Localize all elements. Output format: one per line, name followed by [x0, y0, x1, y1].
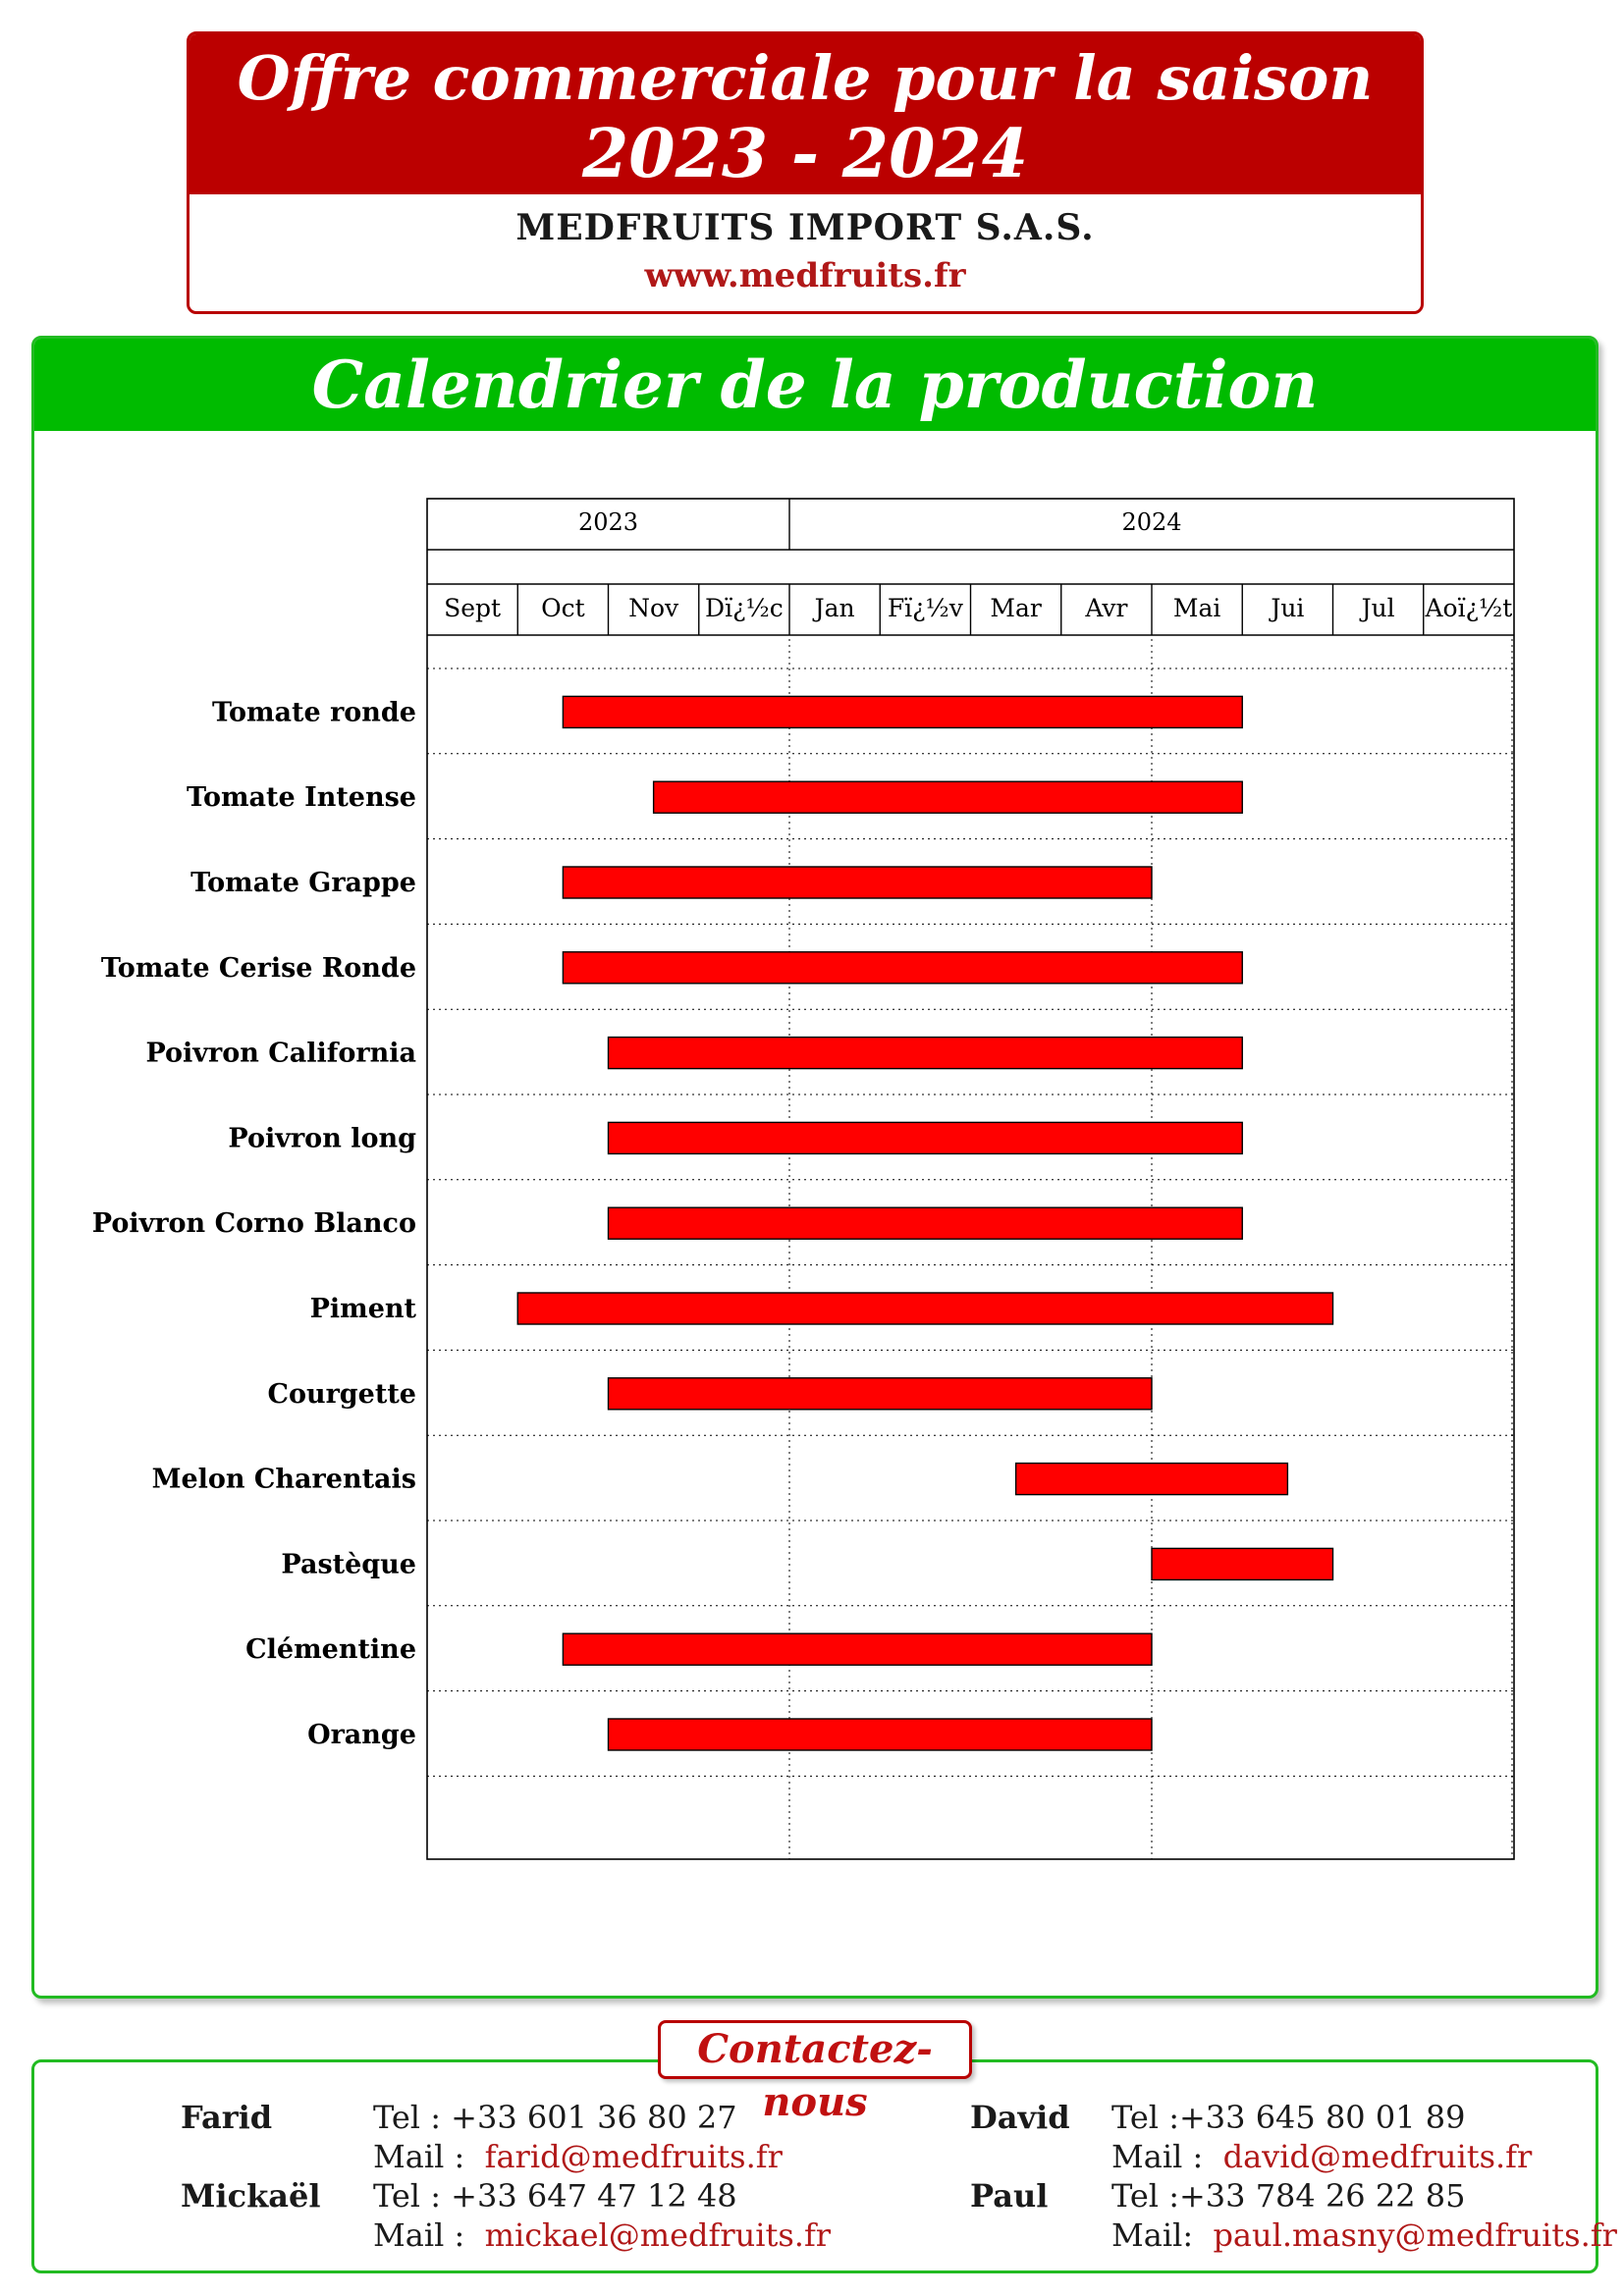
task-bar: [1016, 1464, 1288, 1495]
task-label: Tomate Grappe: [190, 868, 416, 898]
month-label: Jan: [814, 594, 855, 622]
task-bar: [517, 1293, 1332, 1324]
contact-mail-mickael: [373, 2216, 831, 2254]
month-label: Jul: [1361, 594, 1395, 622]
mail-label: Mail:: [1111, 2216, 1194, 2254]
task-label: Tomate Intense: [186, 782, 416, 814]
mail-link[interactable]: david@medfruits.fr: [1222, 2138, 1533, 2175]
contact-tel-paul: [1111, 2177, 1465, 2215]
task-label: Poivron Corno Blanco: [91, 1208, 416, 1240]
contact-mail-david: [1111, 2138, 1532, 2175]
mail-label: Mail :: [1111, 2138, 1204, 2175]
task-label: Poivron long: [228, 1123, 416, 1154]
year-label: 2024: [1121, 508, 1182, 536]
month-label: Sept: [444, 594, 502, 622]
month-label: Jui: [1271, 594, 1305, 622]
task-bar: [609, 1122, 1243, 1153]
contact-tel-david: [1111, 2099, 1465, 2136]
company-name: MEDFRUITS IMPORT S.A.S.: [515, 207, 1095, 248]
tel-value[interactable]: +33 647 47 12 48: [451, 2177, 737, 2215]
tel-label: Tel :: [373, 2177, 441, 2215]
task-label: Courgette: [267, 1378, 416, 1410]
tel-value[interactable]: +33 784 26 22 85: [1178, 2177, 1466, 2215]
contact-name-david: David: [970, 2099, 1070, 2136]
tel-label: Tel :: [1111, 2177, 1179, 2215]
task-bar: [609, 1207, 1243, 1239]
mail-link[interactable]: farid@medfruits.fr: [484, 2138, 783, 2175]
task-label: Poivron California: [145, 1038, 416, 1069]
tel-value[interactable]: +33 601 36 80 27: [451, 2099, 737, 2136]
task-bar: [609, 1038, 1243, 1069]
contact-name-farid: Farid: [181, 2099, 273, 2136]
tel-label: Tel :: [1111, 2099, 1179, 2136]
task-bar: [563, 952, 1242, 984]
year-label: 2023: [577, 508, 639, 536]
month-label: Oct: [541, 594, 585, 622]
task-bar: [609, 1719, 1153, 1750]
task-bar: [563, 696, 1242, 727]
task-bar: [654, 781, 1243, 813]
tel-value[interactable]: +33 645 80 01 89: [1178, 2099, 1466, 2136]
task-label: Orange: [307, 1720, 416, 1750]
task-label: Pastèque: [281, 1549, 416, 1580]
contact-tel-mickael: [373, 2177, 737, 2215]
tel-label: Tel :: [373, 2099, 441, 2136]
offer-title-line2: 2023 - 2024: [581, 115, 1029, 193]
task-label: Tomate Cerise Ronde: [100, 952, 416, 984]
month-label: Avr: [1085, 594, 1128, 622]
calendar-heading: Calendrier de la production: [34, 339, 1596, 431]
contact-name-paul: Paul: [970, 2177, 1049, 2215]
mail-link[interactable]: paul.masny@medfruits.fr: [1213, 2216, 1617, 2254]
task-bar: [609, 1378, 1153, 1410]
task-bar: [563, 1633, 1152, 1665]
website-link[interactable]: www.medfruits.fr: [644, 256, 966, 295]
contact-tel-farid: [373, 2099, 737, 2136]
month-label: Nov: [628, 594, 679, 622]
month-label: Mar: [990, 594, 1042, 622]
month-label: Mai: [1172, 594, 1221, 622]
mail-label: Mail :: [373, 2138, 465, 2175]
task-label: Tomate ronde: [211, 697, 416, 728]
month-label: Fï¿½v: [887, 594, 963, 622]
task-bar: [1152, 1548, 1333, 1579]
contact-name-mickael: Mickaël: [181, 2177, 321, 2215]
month-label: Aoï¿½t: [1425, 594, 1513, 622]
mail-label: Mail :: [373, 2216, 465, 2254]
contact-mail-farid: [373, 2138, 783, 2175]
month-label: Dï¿½c: [705, 594, 784, 622]
mail-link[interactable]: mickael@medfruits.fr: [484, 2216, 832, 2254]
contact-mail-paul: [1111, 2216, 1617, 2254]
task-bar: [563, 867, 1152, 898]
offer-title-line1: Offre commerciale pour la saison: [237, 42, 1374, 114]
contact-tag: Contactez-nous: [658, 2020, 972, 2079]
task-label: Clémentine: [245, 1634, 416, 1666]
task-label: Piment: [309, 1294, 416, 1324]
task-label: Melon Charentais: [151, 1464, 416, 1495]
